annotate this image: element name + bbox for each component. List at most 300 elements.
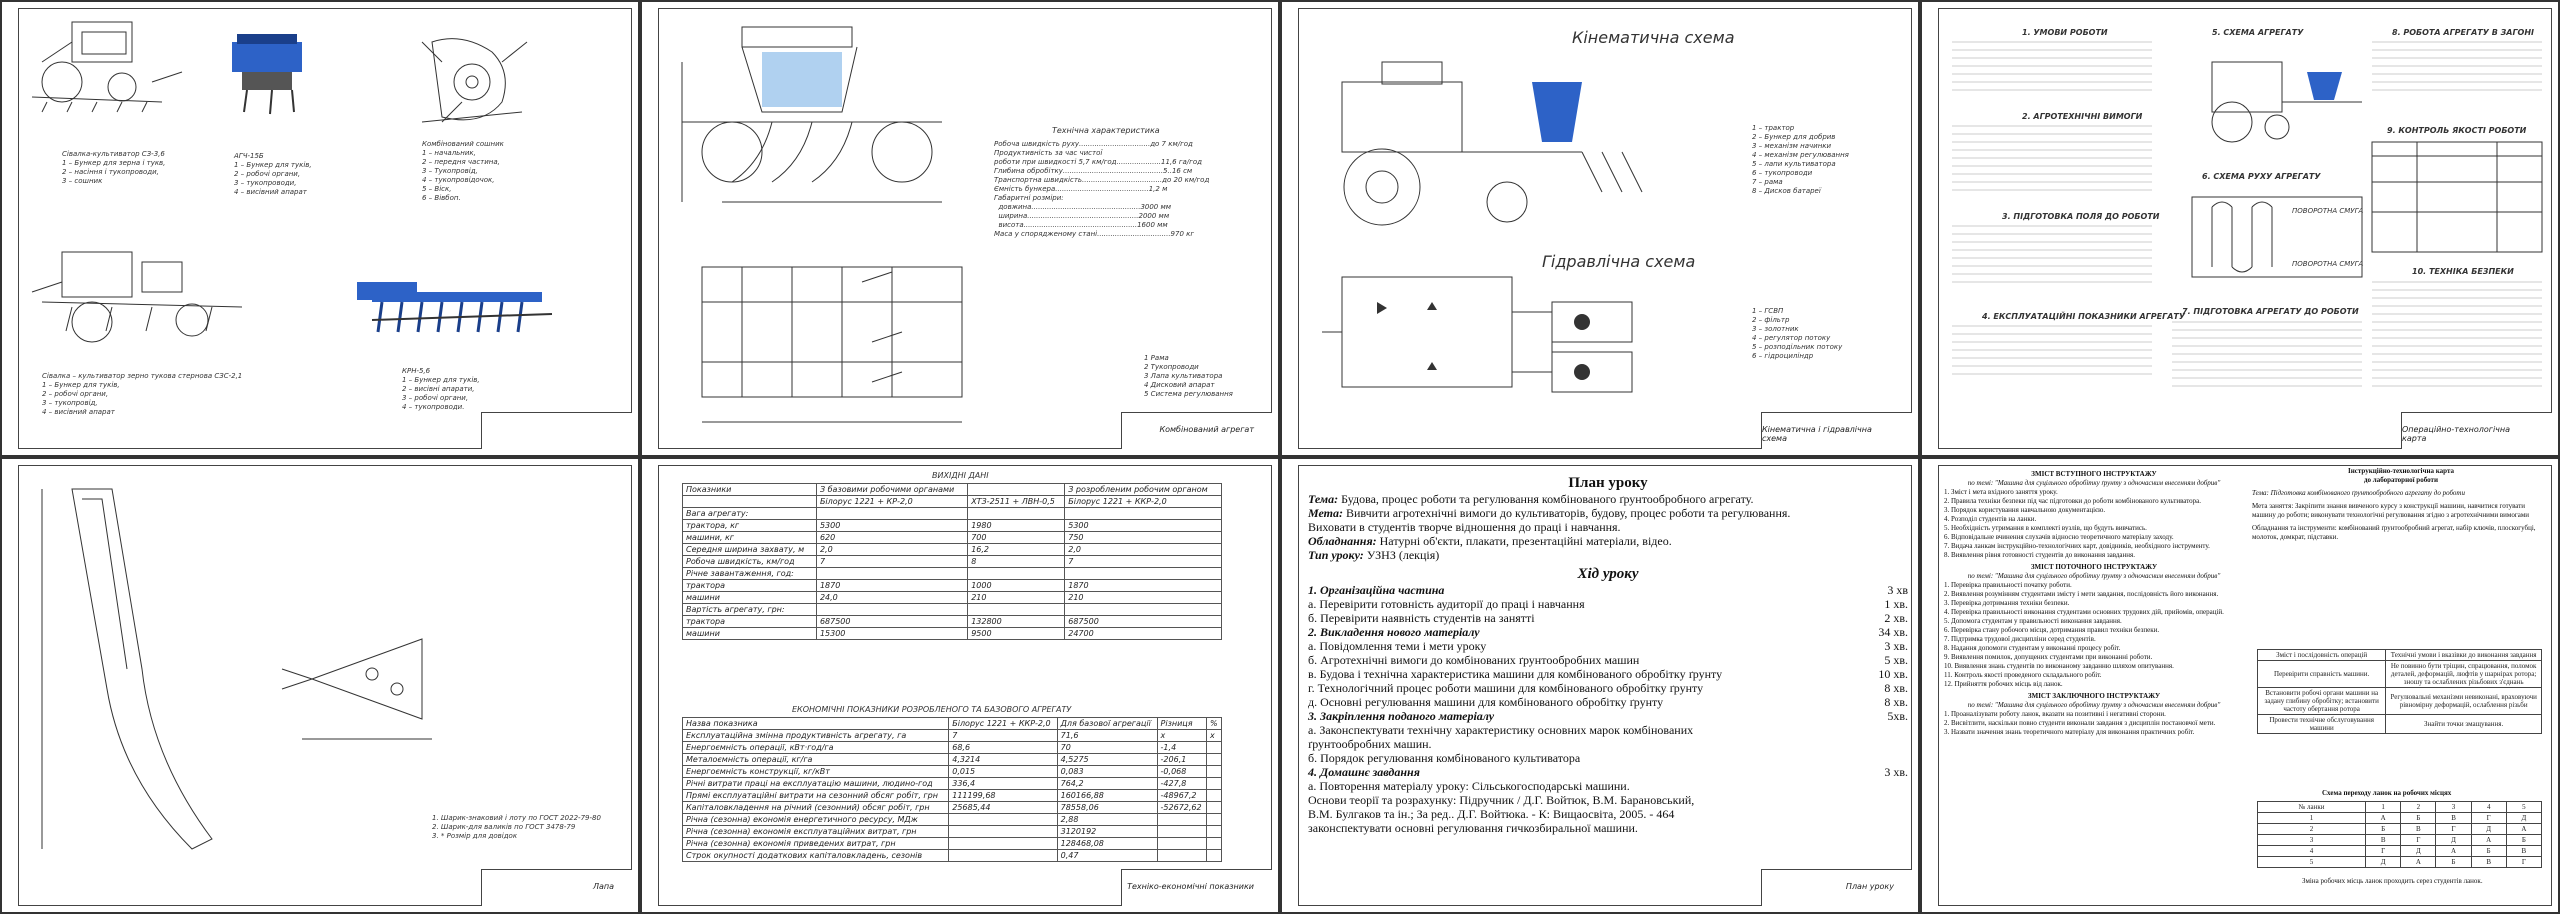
table-cell: А (2436, 846, 2471, 857)
table-cell: 1870 (816, 580, 967, 592)
table-row (683, 484, 1222, 496)
table-row (683, 790, 1222, 802)
table-cell: 4,3214 (949, 754, 1057, 766)
instruction-body: 1. Проаналізувати роботу ланок, вказати на позитивні і негативні сторони. 2. Висвітлити, наскільки повно студенти виконали завдання з дисциплін постановчої мети. 3. Назвати значення знань теоретичного матеріалу для виконання практичних робіт. (1944, 710, 2216, 736)
lab-equipment: Обладнання та інструменти: комбінований ґрунтообробний агрегат, набір ключів, плоскогубці, молоток, домкрат, підставки. (2252, 524, 2536, 541)
lesson-step (1308, 639, 1908, 653)
step-text: 1. Організаційна частина (1308, 583, 1445, 597)
table-cell: Г (2436, 824, 2471, 835)
table-cell (1157, 838, 1206, 850)
intro-text: Натурні об'єкти, плакати, презентаційні матеріали, відео. (1376, 534, 1672, 548)
caption-sz36: Сівалка-культиватор СЗ-3,6 1 – Бункер для зерна і тукв, 2 – насіння і тукопроводи, 3 – сошник (62, 150, 166, 185)
instruction-heading: ЗМІСТ ВСТУПНОГО ІНСТРУКТАЖУ (2031, 470, 2157, 478)
table-cell: 5300 (1065, 520, 1222, 532)
instruction-subtitle: по темі: "Машина для суцільного обробітку ґрунту з одночасним внесенням добрив" (1967, 572, 2221, 580)
table-cell: Б (2401, 813, 2436, 824)
table-cell (1065, 568, 1222, 580)
table-cell (1206, 802, 1221, 814)
table-cell: Д (2366, 857, 2401, 868)
step-text: а. Законспектувати технічну характеристику основних марок комбінованих (1308, 723, 1694, 737)
table-cell: В (2506, 846, 2541, 857)
lab-card (2252, 467, 2550, 542)
table-cell (1206, 766, 1221, 778)
operations-table (2257, 649, 2542, 734)
table-cell: Встановити робочі органи машини на задану глибину обробітку; встановити частоту обертання ротора (2258, 688, 2386, 715)
title-block (481, 869, 632, 906)
table-cell (1157, 814, 1206, 826)
lesson-step (1308, 807, 1908, 821)
table-cell: Для базової агрегації (1057, 718, 1157, 730)
instruction-contents (1944, 467, 2244, 737)
table-cell: Провести технічне обслуговування машини (2258, 715, 2386, 734)
lesson-step (1308, 779, 1908, 793)
table-cell: Г (2366, 846, 2401, 857)
table-cell (816, 568, 967, 580)
table-row (683, 592, 1222, 604)
step-time: 8 хв. (1884, 681, 1908, 695)
tech-spec: Робоча швидкість руху................................до 7 км/год Продуктивність за час чистої роботи при швидкості 5,7 км/год....................11,6 га/год Глибина обробітку.............................................5..16 см Транспортна швидкість....................................до 20 км/год Ємність бункера..........................................1,2 м Габаритні розміри: довжина.................................................3000 мм ширина..................................................2000 мм висота...................................................1600 мм Маса у спорядженому стані.................................970 кг (994, 140, 1210, 238)
table-cell: 3 (2258, 835, 2366, 846)
step-text: В.М. Булгаков та ін.; За ред.. Д.Г. Войтюка. - К: Вищаосвіта, 2005. - 464 (1308, 807, 1675, 821)
table-cell: -52672,62 (1157, 802, 1206, 814)
table-cell: 7 (1065, 556, 1222, 568)
lesson-intro-line (1308, 506, 1908, 520)
table-cell: ХТЗ-2511 + ЛВН-0,5 (968, 496, 1065, 508)
table-row (2258, 813, 2542, 824)
section-heading: 6. СХЕМА РУХУ АГРЕГАТУ (2202, 172, 2321, 181)
table-cell (1206, 826, 1221, 838)
table-cell: 15300 (816, 628, 967, 640)
lesson-step (1308, 751, 1908, 765)
table-row (2258, 688, 2542, 715)
title-block (481, 412, 632, 449)
table-cell (968, 484, 1065, 496)
step-text: 2. Викладення нового матеріалу (1308, 625, 1480, 639)
table-row (683, 568, 1222, 580)
table-cell: Д (2401, 846, 2436, 857)
intro-text: УЗНЗ (лекція) (1363, 548, 1440, 562)
table-row (683, 508, 1222, 520)
section-heading: 9. КОНТРОЛЬ ЯКОСТІ РОБОТИ (2387, 126, 2527, 135)
table-cell: 1 (2258, 813, 2366, 824)
table-cell (1065, 604, 1222, 616)
table-cell: 2,88 (1057, 814, 1157, 826)
table-row (683, 814, 1222, 826)
drawing-sheet-operational-map (1920, 0, 2560, 457)
table-cell: Металоємність операції, кг/га (683, 754, 949, 766)
stamp-title: План уроку (1845, 882, 1894, 891)
lesson-step (1308, 597, 1908, 611)
table-cell: Річна (сезонна) економія приведених витрат, грн (683, 838, 949, 850)
instruction-subtitle: по темі: "Машина для суцільного обробітку ґрунту з одночасним внесенням добрив" (1967, 479, 2221, 487)
intro-label: Тема: (1308, 492, 1339, 506)
stamp-title: Комбінований агрегат (1159, 425, 1254, 434)
table-cell: 1980 (968, 520, 1065, 532)
table-cell: Білорус 1221 + ККР-2,0 (1065, 496, 1222, 508)
table-cell: 2,0 (1065, 544, 1222, 556)
step-time: 2 хв. (1884, 611, 1908, 625)
fertilizer-fill (762, 52, 842, 107)
table-row (2258, 824, 2542, 835)
step-time: 3 хв (1887, 583, 1908, 597)
kinematic-and-hydraulic-schemes (1282, 2, 1920, 457)
table-cell: -48967,2 (1157, 790, 1206, 802)
table-cell (816, 508, 967, 520)
lesson-intro-line (1308, 492, 1908, 506)
section-heading: 4. ЕКСПЛУАТАЦІЙНІ ПОКАЗНИКИ АГРЕГАТУ (1982, 312, 2186, 321)
table-cell: 5 (2258, 857, 2366, 868)
intro-label: Тип уроку: (1308, 548, 1364, 562)
lesson-intro-line (1308, 520, 1908, 534)
table-cell (1065, 508, 1222, 520)
step-text: б. Порядок регулювання комбінованого культиватора (1308, 751, 1581, 765)
step-text: Основи теорії та розрахунку: Підручник / Д.Г. Войтюк, В.М. Барановський, (1308, 793, 1695, 807)
table-cell: Д (2471, 824, 2506, 835)
table-cell (1206, 754, 1221, 766)
spec-title: Технічна характеристика (1052, 126, 1160, 135)
table-cell: 0,083 (1057, 766, 1157, 778)
table-cell: 24700 (1065, 628, 1222, 640)
lesson-intro-line (1308, 534, 1908, 548)
drawing-sheet-machines (0, 0, 640, 457)
table-cell (1206, 850, 1221, 862)
table-cell: Прямі експлуатаційні витрати на сезонний обсяг робіт, грн (683, 790, 949, 802)
table-cell: Регулювальні механізми невиконані, враховуючи рівномірну деформацій, ослаблення різьби (2386, 688, 2542, 715)
table-row (683, 496, 1222, 508)
table-row (683, 604, 1222, 616)
lesson-intro-line (1308, 548, 1908, 562)
table-cell: З розробленим робочим органом (1065, 484, 1222, 496)
lesson-step (1308, 681, 1908, 695)
lesson-plan-sheet (1280, 457, 1920, 914)
lesson-step (1308, 723, 1908, 737)
table-cell (949, 850, 1057, 862)
section-heading: 8. РОБОТА АГРЕГАТУ В ЗАГОНІ (2392, 28, 2535, 37)
table-cell: 128468,08 (1057, 838, 1157, 850)
step-text: а. Перевірити готовність аудиторії до праці і навчання (1308, 597, 1585, 611)
table-cell: 5300 (816, 520, 967, 532)
caption-coulter: Комбінований сошник 1 – начальник, 2 – передня частина, 3 – Тукопровід, 4 – тукопровідочок, 5 – Віск, 6 – Вівбоп. (422, 140, 504, 202)
table-cell: 8 (968, 556, 1065, 568)
kinematic-legend: 1 – трактор 2 – Бункер для добрив 3 – механізм начинки 4 – механізм регулювання 5 – лапи культиватора 6 – тукопроводи 7 – рама 8 – Дисков батареї (1752, 124, 1849, 195)
step-text: б. Перевірити наявність студентів на занятті (1308, 611, 1535, 625)
table-row (2258, 846, 2542, 857)
table-row (683, 730, 1222, 742)
lesson-step (1308, 709, 1908, 723)
economics-table (682, 717, 1222, 862)
rotation-note: Зміна робочих місць ланок проходить серез студентів ланок. (2302, 877, 2483, 885)
table-cell: З базовими робочими органами (816, 484, 967, 496)
table-cell: Енергоємність конструкції, кг/кВт (683, 766, 949, 778)
table-cell: Білорус 1221 + КР-2,0 (816, 496, 967, 508)
step-text: г. Технологічний процес роботи машини для комбінованого обробітку ґрунту (1308, 681, 1704, 695)
table-cell: Білорус 1221 + ККР-2,0 (949, 718, 1057, 730)
caption-szs: Сівалка – культиватор зерно тукова стернова СЗС-2,1 1 – Бункер для туків, 2 – робочі органи, 3 – тукопровід, 4 – висівний апарат (42, 372, 243, 416)
lesson-step (1308, 793, 1908, 807)
table-cell: 24,0 (816, 592, 967, 604)
economics-title: ЕКОНОМІЧНІ ПОКАЗНИКИ РОЗРОБЛЕНОГО ТА БАЗОВОГО АГРЕГАТУ (792, 705, 1072, 714)
table-row (683, 802, 1222, 814)
table-cell: Г (2471, 813, 2506, 824)
table-cell: трактора (683, 580, 817, 592)
table-cell (949, 838, 1057, 850)
table-row (683, 754, 1222, 766)
table-row (683, 556, 1222, 568)
hopper (1532, 82, 1582, 142)
table-row (683, 580, 1222, 592)
table-cell: 700 (968, 532, 1065, 544)
table-cell: Знайти точки змащування. (2386, 715, 2542, 734)
table-cell: -206,1 (1157, 754, 1206, 766)
table-cell: Різниця (1157, 718, 1206, 730)
table-cell: 3 (2436, 802, 2471, 813)
table-cell: 4 (2471, 802, 2506, 813)
table-cell: 210 (1065, 592, 1222, 604)
turn-strip-label: ПОВОРОТНА СМУГА (2292, 260, 2364, 268)
table-row (2258, 715, 2542, 734)
table-cell: 70 (1057, 742, 1157, 754)
title-block (1121, 869, 1272, 906)
table-cell: Г (2401, 835, 2436, 846)
table-cell: № ланки (2258, 802, 2366, 813)
table-row (683, 850, 1222, 862)
step-text: 4. Домашнє завдання (1308, 765, 1420, 779)
lesson-step (1308, 821, 1908, 835)
table-cell: 0,015 (949, 766, 1057, 778)
table-cell: А (2506, 824, 2541, 835)
table-cell (816, 604, 967, 616)
table-cell: Річні витрати праці на експлуатацію машини, людино-год (683, 778, 949, 790)
table-cell: 0,47 (1057, 850, 1157, 862)
step-text: а. Повторення матеріалу уроку: Сільськогосподарські машини. (1308, 779, 1630, 793)
table-cell: Б (2366, 824, 2401, 835)
input-data-table (682, 483, 1222, 640)
table-cell: 9500 (968, 628, 1065, 640)
table-row (683, 826, 1222, 838)
step-text: д. Основні регулювання машини для комбінованого обробітку ґрунту (1308, 695, 1664, 709)
lesson-step (1308, 765, 1908, 779)
table-cell (949, 826, 1057, 838)
table-cell: -0,068 (1157, 766, 1206, 778)
table-cell (1206, 742, 1221, 754)
table-cell (1206, 790, 1221, 802)
title-block (2401, 412, 2552, 449)
step-time: 5хв. (1887, 709, 1908, 723)
table-cell: 16,2 (968, 544, 1065, 556)
table-cell: Річне завантаження, год: (683, 568, 817, 580)
section-heading: 1. УМОВИ РОБОТИ (2022, 28, 2108, 37)
table-cell: Не повинно бути тріщин, спрацювання, поломок деталей, деформацій, люфтів у шарнірах ротора; зношу та ослаблених різьбових з'єднань (2386, 661, 2542, 688)
table-cell: Вага агрегату: (683, 508, 817, 520)
table-cell (1157, 850, 1206, 862)
table-cell: машини (683, 592, 817, 604)
table-cell: х (1206, 730, 1221, 742)
table-cell: 7 (949, 730, 1057, 742)
drawing-sheet-schemes (1280, 0, 1920, 457)
table-cell: А (2471, 835, 2506, 846)
stamp-title: Лапа (592, 882, 614, 891)
table-cell: 160166,88 (1057, 790, 1157, 802)
table-cell: В (2471, 857, 2506, 868)
table-cell: 687500 (1065, 616, 1222, 628)
table-cell: 3120192 (1057, 826, 1157, 838)
table-cell: % (1206, 718, 1221, 730)
lesson-step (1308, 667, 1908, 681)
table-cell: Г (2506, 857, 2541, 868)
table-cell: Робоча швидкість, км/год (683, 556, 817, 568)
table-cell: 210 (968, 592, 1065, 604)
instruction-heading: ЗМІСТ ЗАКЛЮЧНОГО ІНСТРУКТАЖУ (2027, 692, 2161, 700)
table-cell: 5 (2506, 802, 2541, 813)
instruction-subtitle: по темі: "Машина для суцільного обробітку ґрунту з одночасним внесенням добрив" (1967, 701, 2221, 709)
turn-strip-label: ПОВОРОТНА СМУГА (2292, 207, 2364, 215)
step-time: 3 хв. (1884, 765, 1908, 779)
table-cell: Б (2471, 846, 2506, 857)
table-cell: Б (2436, 857, 2471, 868)
table-cell: 4,5275 (1057, 754, 1157, 766)
table-cell: А (2401, 857, 2436, 868)
parts-legend: 1 Рама 2 Тукопроводи 3 Лапа культиватора 4 Дисковий апарат 5 Система регулювання (1144, 354, 1233, 398)
table-row (683, 718, 1222, 730)
drawing-sheet-machine-general (640, 0, 1280, 457)
instruction-body: 1. Зміст і мета вхідного заняття уроку. 2. Правила техніки безпеки під час підготовки до роботи комбінованого культиватора. 3. Порядок користування навчальною документацією. 4. Розподіл студентів на ланки. 5. Необхідність утримання в комплекті вузлів, що будуть вивчатись. 6. Відповідальне вчинення слухачів відносно теоретичного матеріалу заходу. 7. Видача ланкам інструкційно-технологічних карт, довідників, необхідного інструменту. 8. Виявлення рівня готовності студентів до виконання завдання. (1944, 488, 2210, 559)
step-time: 10 хв. (1878, 667, 1908, 681)
table-cell: Б (2506, 835, 2541, 846)
section-heading: 3. ПІДГОТОВКА ПОЛЯ ДО РОБОТИ (2002, 212, 2160, 221)
table-cell: А (2366, 813, 2401, 824)
table-cell: 2,0 (816, 544, 967, 556)
table-cell: 7 (816, 556, 967, 568)
drawing-notes: 1. Шарик-знаковий і лоту по ГОСТ 2022-79-80 2. Шарик-для валиків по ГОСТ 3478-79 3. * Розмір для довідок (432, 814, 601, 840)
step-time: 8 хв. (1884, 695, 1908, 709)
table-cell: 2 (2258, 824, 2366, 835)
table-cell: -1,4 (1157, 742, 1206, 754)
table-row (683, 616, 1222, 628)
kinematic-title: Кінематична схема (1572, 28, 1735, 47)
step-text: 3. Закріплення поданого матеріалу (1308, 709, 1495, 723)
table-cell: трактора, кг (683, 520, 817, 532)
table-row (2258, 661, 2542, 688)
table-cell: В (2366, 835, 2401, 846)
table-cell: В (2436, 813, 2471, 824)
table-cell: 132800 (968, 616, 1065, 628)
table-cell: 111199,68 (949, 790, 1057, 802)
table-cell (683, 496, 817, 508)
table-cell: х (1157, 730, 1206, 742)
table-cell: Д (2506, 813, 2541, 824)
table-row (683, 520, 1222, 532)
table-cell (968, 568, 1065, 580)
step-text: законспектувати основні регулювання гичкозбиральної машини. (1308, 821, 1638, 835)
table-cell: 750 (1065, 532, 1222, 544)
table-row (683, 544, 1222, 556)
table-cell: Зміст і послідовність операцій (2258, 650, 2386, 661)
step-time: 3 хв. (1884, 639, 1908, 653)
step-time: 34 хв. (1878, 625, 1908, 639)
table-cell: 1870 (1065, 580, 1222, 592)
table-cell: машини (683, 628, 817, 640)
table-cell: Технічні умови і вказівки до виконання завдання (2386, 650, 2542, 661)
step-text: б. Агротехнічні вимоги до комбінованих ґрунтообробних машин (1308, 653, 1640, 667)
table-cell: Перевірити справність машини. (2258, 661, 2386, 688)
instruction-heading: ЗМІСТ ПОТОЧНОГО ІНСТРУКТАЖУ (2030, 563, 2158, 571)
table-cell: 620 (816, 532, 967, 544)
hydraulic-legend: 1 – ГСВП 2 – фільтр 3 – золотник 4 – регулятор потоку 5 – розподільник потоку 6 – гідроциліндр (1752, 307, 1843, 360)
intro-text: Вивчити агротехнічні вимоги до культиваторів, будову, процес роботи та регулювання. (1343, 506, 1791, 520)
drawing-sheet-economics (640, 457, 1280, 914)
table-row (683, 742, 1222, 754)
hydraulic-title: Гідравлічна схема (1542, 252, 1696, 271)
table-cell: 687500 (816, 616, 967, 628)
intro-text: Будова, процес роботи та регулювання комбінованого ґрунтообробного агрегату. (1338, 492, 1754, 506)
lesson-step (1308, 737, 1908, 751)
lesson-plan (1308, 475, 1908, 835)
stamp-title: Кінематична і гідравлічна схема (1762, 425, 1872, 443)
table-cell: 78558,06 (1057, 802, 1157, 814)
drawing-sheet-paw (0, 457, 640, 914)
table-cell: Назва показника (683, 718, 949, 730)
caption-krn: КРН-5,6 1 – Бункер для туків, 2 – висівні апарати, 3 – робочі органи, 4 – тукопроводи. (402, 367, 480, 411)
course-title: Хід уроку (1577, 566, 1639, 582)
intro-label: Обладнання: (1308, 534, 1377, 548)
rotation-title: Схема переходу ланок на робочих місцях (2322, 789, 2452, 797)
table-cell (949, 814, 1057, 826)
table-cell: Енергоємність операції, кВт·год/га (683, 742, 949, 754)
step-text: а. Повідомлення теми і мети уроку (1308, 639, 1487, 653)
lab-goal: Мета заняття: Закріпити знання вивченого курсу з конструкції машини, навчитися готувати машину до роботи; виконувати технологічні регулювання згідно з агротехнічними вимогами (2252, 502, 2529, 519)
table-cell: 1000 (968, 580, 1065, 592)
lab-card-title: Інструкційно-технологічна карта до лабораторної роботи (2348, 467, 2454, 484)
table-cell (1206, 838, 1221, 850)
table-cell: Середня ширина захвату, м (683, 544, 817, 556)
table-cell (1206, 778, 1221, 790)
table-cell: 4 (2258, 846, 2366, 857)
step-time: 5 хв. (1884, 653, 1908, 667)
table-cell: 1 (2366, 802, 2401, 813)
instruction-sheet (1920, 457, 2560, 914)
table-cell: Річна (сезонна) економія експлуатаційних витрат, грн (683, 826, 949, 838)
intro-text: Виховати в студентів творче відношення до праці і навчання. (1308, 520, 1621, 534)
table-cell (968, 508, 1065, 520)
table-row (683, 766, 1222, 778)
table-cell: Річна (сезонна) економія енергетичного ресурсу, МДж (683, 814, 949, 826)
title-block (1761, 412, 1912, 449)
lesson-step (1308, 653, 1908, 667)
table-cell: Вартість агрегату, грн: (683, 604, 817, 616)
step-text: в. Будова і технічна характеристика машини для комбінованого обробітку ґрунту (1308, 667, 1723, 681)
table-cell: Капіталовкладення на річний (сезонний) обсяг робіт, грн (683, 802, 949, 814)
table-cell: 2 (2401, 802, 2436, 813)
section-heading: 2. АГРОТЕХНІЧНІ ВИМОГИ (2022, 112, 2143, 121)
operational-map-graphics (1922, 2, 2560, 457)
lesson-step (1308, 695, 1908, 709)
section-heading: 5. СХЕМА АГРЕГАТУ (2212, 28, 2304, 37)
table-cell: -427,8 (1157, 778, 1206, 790)
input-data-title: ВИХІДНІ ДАНІ (932, 471, 989, 480)
lesson-step (1308, 625, 1908, 639)
table-row (2258, 802, 2542, 813)
table-cell: трактора (683, 616, 817, 628)
table-cell: Показники (683, 484, 817, 496)
title-block (1121, 412, 1272, 449)
table-cell (968, 604, 1065, 616)
table-cell: Експлуатаційна змінна продуктивність агрегату, га (683, 730, 949, 742)
step-time: 1 хв. (1884, 597, 1908, 611)
table-cell (1206, 814, 1221, 826)
table-cell: В (2401, 824, 2436, 835)
lesson-step (1308, 611, 1908, 625)
table-cell: Д (2436, 835, 2471, 846)
